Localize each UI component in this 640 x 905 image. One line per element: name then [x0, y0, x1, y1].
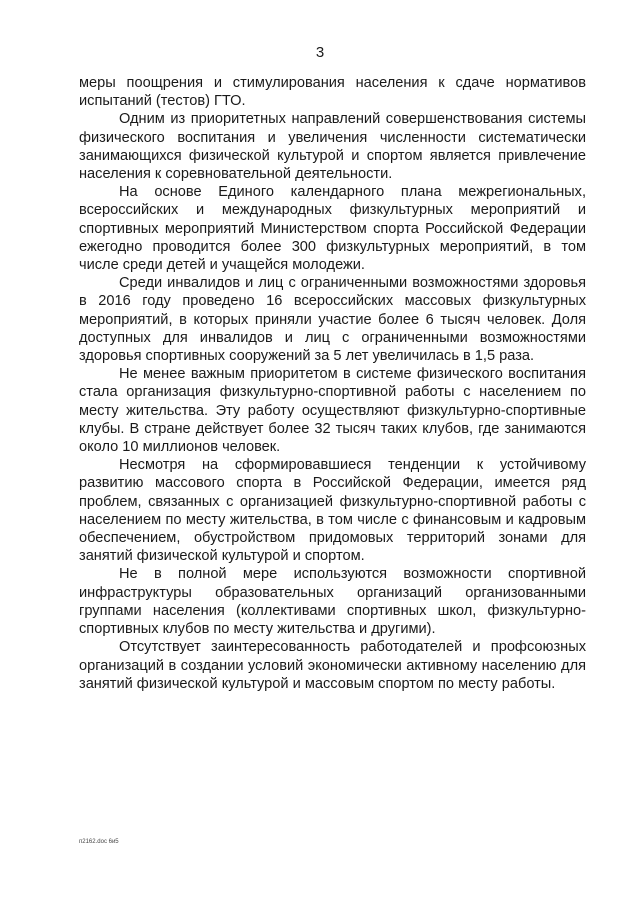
paragraph-continuation: меры поощрения и стимулирования населения к сдаче нормативов испытаний (тестов) ГТО.: [79, 75, 586, 110]
paragraph-priority-directions: Одним из приоритетных направлений совершенствования системы физического воспитания и увеличения численности систематически занимающихся физической культурой и спортом является привлечение населения к соревновательной деятельности.: [79, 111, 586, 183]
paragraph-calendar-plan: На основе Единого календарного плана межрегиональных, всероссийских и международных физкультурных мероприятий и спортивных мероприятий Министерством спорта Российской Федерации ежегодно проводится более 300 физкультурных мероприятий, в том числе среди детей и учащейся молодежи.: [79, 184, 586, 274]
paragraph-sports-clubs: Не менее важным приоритетом в системе физического воспитания стала организация физкультурно-спортивной работы с населением по месту жительства. Эту работу осуществляют физкультурно-спортивные клубы. В стране действует более 32 тысяч таких клубов, где занимаются около 10 миллионов человек.: [79, 366, 586, 456]
page-number: 3: [315, 44, 325, 61]
document-body: [79, 74, 586, 693]
paragraph-disabled-persons: Среди инвалидов и лиц с ограниченными возможностями здоровья в 2016 году проведено 16 всероссийских массовых физкультурных мероприятий, в которых приняли участие более 6 тысяч человек. Доля доступных для инвалидов и лиц с ограниченными возможностями здоровья спортивных сооружений за 5 лет увеличилась в 1,5 раза.: [79, 275, 586, 365]
paragraph-infrastructure: Не в полной мере используются возможности спортивной инфраструктуры образовательных организаций организованными группами населения (коллективами спортивных школ, физкультурно-спортивных клубов по месту жительства и другими).: [79, 566, 586, 638]
paragraph-problems: Несмотря на сформировавшиеся тенденции к устойчивому развитию массового спорта в Российской Федерации, имеется ряд проблем, связанных с организацией физкультурно-спортивной работы с населением по месту жительства, в том числе с финансовым и кадровым обеспечением, обустройством придомовых территорий зонами для занятий физической культурой и спортом.: [79, 457, 586, 565]
footer-file-reference: п2162.doc 6и5: [79, 839, 119, 845]
paragraph-employers: Отсутствует заинтересованность работодателей и профсоюзных организаций в создании условий экономически активному населению для занятий физической культурой и массовым спортом по месту работы.: [79, 639, 586, 692]
